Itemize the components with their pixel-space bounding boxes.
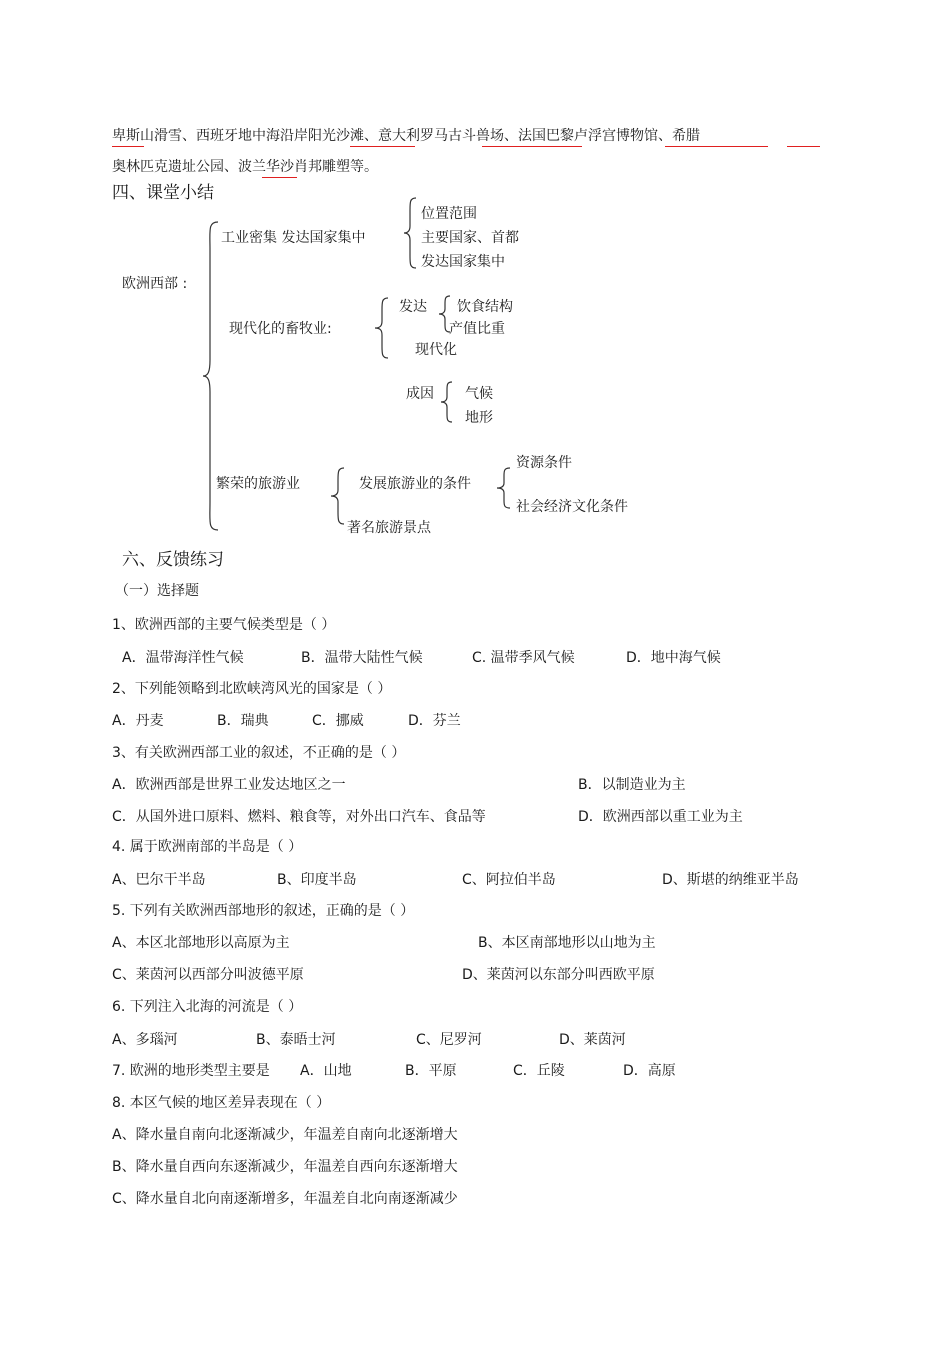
industry-item-2: 主要国家、首都 (421, 230, 519, 246)
q6-option-a: A、多瑙河 (112, 1032, 178, 1048)
q2-option-c: C．挪威 (312, 713, 364, 729)
question-4: 4. 属于欧洲南部的半岛是（ ） (112, 839, 303, 855)
question-2: 2、下列能领略到北欧峡湾风光的国家是（ ） (112, 681, 392, 697)
spellcheck-underline (787, 146, 820, 147)
summary-root: 欧洲西部 : (122, 276, 188, 292)
q4-option-a: A、巴尔干半岛 (112, 872, 206, 888)
q1-option-b: B．温带大陆性气候 (301, 650, 423, 666)
cause-item-2: 地形 (465, 410, 493, 426)
q2-option-d: D．芬兰 (408, 713, 461, 729)
q7-option-d: D．高原 (623, 1063, 676, 1079)
husbandry-brace (372, 296, 390, 360)
tourism-conditions: 发展旅游业的条件 (359, 476, 471, 492)
industry-brace (402, 196, 418, 270)
intro-line-2: 奥林匹克遗址公园、波兰华沙肖邦雕塑等。 (112, 159, 378, 175)
q5-option-b: B、本区南部地形以山地为主 (478, 935, 656, 951)
q4-option-c: C、阿拉伯半岛 (462, 872, 556, 888)
industry-item-1: 位置范围 (421, 206, 477, 222)
q5-option-d: D、莱茵河以东部分叫西欧平原 (462, 967, 655, 983)
q5-option-c: C、莱茵河以西部分叫波德平原 (112, 967, 304, 983)
q2-option-a: A．丹麦 (112, 713, 164, 729)
q3-option-d: D．欧洲西部以重工业为主 (578, 809, 743, 825)
spellcheck-underline (262, 177, 297, 178)
q3-option-b: B．以制造业为主 (578, 777, 686, 793)
q3-option-a: A．欧洲西部是世界工业发达地区之一 (112, 777, 346, 793)
developed-label: 发达 (399, 299, 427, 315)
q3-option-c: C．从国外进口原料、燃料、粮食等，对外出口汽车、食品等 (112, 809, 486, 825)
developed-item-2: 产值比重 (449, 321, 505, 337)
condition-item-2: 社会经济文化条件 (516, 499, 628, 515)
tourism-brace (328, 466, 346, 526)
question-8: 8. 本区气候的地区差异表现在（ ） (112, 1095, 331, 1111)
q6-option-d: D、莱茵河 (559, 1032, 626, 1048)
question-6: 6. 下列注入北海的河流是（ ） (112, 999, 303, 1015)
q7-option-b: B．平原 (405, 1063, 457, 1079)
question-1: 1、欧洲西部的主要气候类型是（ ） (112, 617, 336, 633)
causes-label: 成因 (406, 386, 434, 402)
q6-option-b: B、泰晤士河 (256, 1032, 336, 1048)
spellcheck-underline (112, 146, 144, 147)
q4-option-d: D、斯堪的纳维亚半岛 (662, 872, 799, 888)
question-3: 3、有关欧洲西部工业的叙述，不正确的是（ ） (112, 745, 406, 761)
question-7: 7. 欧洲的地形类型主要是 (112, 1063, 270, 1079)
q2-option-b: B．瑞典 (217, 713, 269, 729)
tourism-branch: 繁荣的旅游业 (216, 476, 300, 492)
causes-brace (438, 380, 454, 424)
subheading-choice: （一）选择题 (115, 583, 199, 599)
modern-label: 现代化 (415, 342, 457, 358)
spellcheck-underline (665, 146, 768, 147)
q1-option-a: A．温带海洋性气候 (122, 650, 244, 666)
famous-spots: 著名旅游景点 (347, 520, 431, 536)
q7-option-c: C．丘陵 (513, 1063, 565, 1079)
section-heading-summary: 四、课堂小结 (112, 183, 214, 203)
spellcheck-underline (350, 146, 415, 147)
section-heading-practice: 六、反馈练习 (122, 550, 224, 570)
condition-item-1: 资源条件 (516, 455, 572, 471)
q8-option-c: C、降水量自北向南逐渐增多，年温差自北向南逐渐减少 (112, 1191, 458, 1207)
conditions-brace (494, 466, 512, 510)
q8-option-a: A、降水量自南向北逐渐减少，年温差自南向北逐渐增大 (112, 1127, 458, 1143)
industry-item-3: 发达国家集中 (421, 254, 505, 270)
q1-option-c: C. 温带季风气候 (472, 650, 575, 666)
spellcheck-underline (482, 146, 582, 147)
q6-option-c: C、尼罗河 (416, 1032, 482, 1048)
q8-option-b: B、降水量自西向东逐渐减少，年温差自西向东逐渐增大 (112, 1159, 458, 1175)
developed-item-1: 饮食结构 (457, 299, 513, 315)
question-5: 5. 下列有关欧洲西部地形的叙述，正确的是（ ） (112, 903, 415, 919)
q5-option-a: A、本区北部地形以高原为主 (112, 935, 290, 951)
q7-option-a: A．山地 (300, 1063, 352, 1079)
q1-option-d: D．地中海气候 (626, 650, 721, 666)
intro-line-1: 卑斯山滑雪、西班牙地中海沿岸阳光沙滩、意大利罗马古斗兽场、法国巴黎卢浮宫博物馆、希腊 (112, 128, 700, 144)
cause-item-1: 气候 (465, 386, 493, 402)
industry-branch: 工业密集 发达国家集中 (221, 230, 366, 246)
husbandry-branch: 现代化的畜牧业: (229, 321, 332, 337)
q4-option-b: B、印度半岛 (277, 872, 357, 888)
